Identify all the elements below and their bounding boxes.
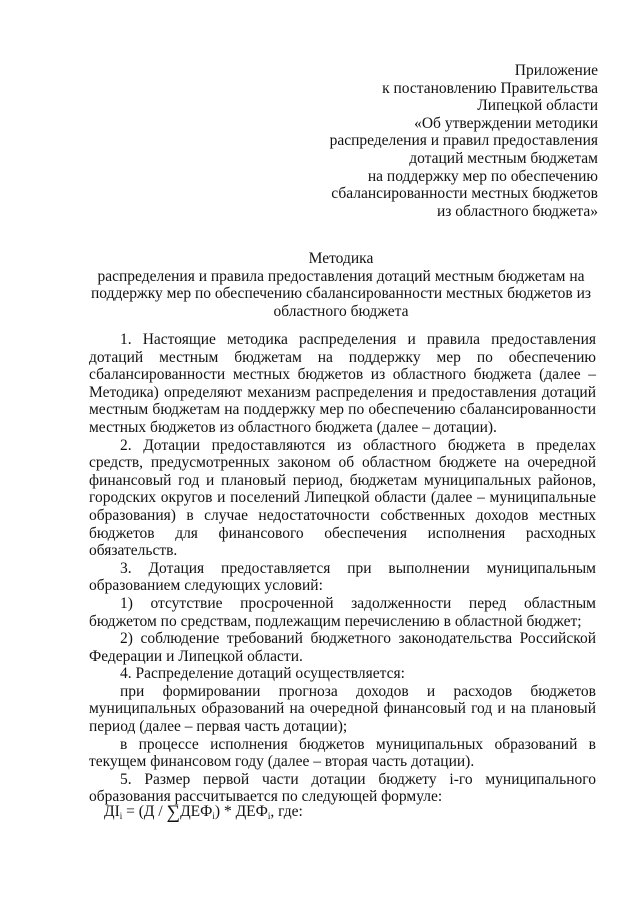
formula-suffix: , где: [270, 803, 303, 820]
paragraph: 1) отсутствие просроченной задолженности перед областным бюджетом по средствам, подлежащим перечислению в областной бюджет; [89, 594, 596, 630]
appendix-line: сбалансированности местных бюджетов [331, 185, 598, 203]
paragraph: 5. Размер первой части дотации бюджету i-го муниципального образования рассчитывается по следующей формуле: [89, 770, 596, 806]
appendix-line: дотаций местным бюджетам [409, 149, 598, 167]
title-subtitle-line: поддержку мер по обеспечению сбалансированности местных бюджетов из [90, 285, 591, 303]
appendix-header [330, 62, 598, 220]
sum-symbol: ∑ [166, 802, 181, 823]
appendix-line: «Об утверждении методики [414, 114, 598, 132]
title-heading: Методика [308, 250, 374, 267]
formula-def: ДЕФ [180, 803, 213, 820]
title-subtitle-line: областного бюджета [273, 302, 409, 320]
appendix-line: на поддержку мер по обеспечению [367, 167, 598, 185]
paragraph: 2) соблюдение требований бюджетного законодательства Российской Федерации и Липецкой области. [89, 630, 596, 665]
document-title [80, 250, 602, 320]
paragraph: 3. Дотация предоставляется при выполнении муниципальным образованием следующих условий: [89, 559, 596, 595]
formula-subscript: i [212, 811, 215, 821]
appendix-line: Приложение [514, 62, 598, 79]
paragraph: 1. Настоящие методика распределения и правила предоставления дотаций местным бюджетам на поддержку мер по обеспечению сбалансированности местных бюджетов из областного бюджета (далее – Методика) определяют механизм распределения и предоставления дотаций местным бюджетам на поддержку мер по обеспечению сбалансированности местных бюджетов из областного бюджета (далее – дотации). [89, 331, 596, 436]
formula-lhs: ДI [104, 803, 120, 820]
formula-def: ДЕФ [235, 803, 268, 820]
formula-equals: = (Д / [122, 803, 167, 820]
paragraph: при формировании прогноза доходов и расходов бюджетов муниципальных образований на очередной финансовый год и на плановый период (далее – первая часть дотации); [89, 682, 596, 736]
paragraph: 4. Распределение дотаций осуществляется: [120, 665, 405, 683]
document-body [89, 331, 596, 806]
appendix-line: распределения и правил предоставления [329, 132, 598, 150]
paragraph: 2. Дотации предоставляются из областного бюджета в пределах средств, предусмотренных законом об областном бюджете на очередной финансовый год и плановый период, бюджетам муниципальных районов, городских округов и поселений Липецкой области (далее – муниципальные образования) в случае недостаточности собственных доходов местных бюджетов для финансового обеспечения исполнения расходных обязательств. [89, 436, 596, 560]
formula-subscript: i [267, 811, 271, 821]
formula-close: ) [214, 803, 221, 820]
appendix-line: из областного бюджета» [437, 202, 598, 220]
appendix-line: к постановлению Правительства [382, 79, 598, 97]
title-subtitle-line: распределения и правила предоставления дотаций местным бюджетам на [97, 267, 585, 285]
formula-mult: * [220, 803, 236, 820]
formula [104, 803, 303, 826]
formula-subscript: i [119, 811, 123, 821]
appendix-line: Липецкой области [477, 97, 598, 115]
paragraph: в процессе исполнения бюджетов муниципальных образований в текущем финансовом году (далее – вторая часть дотации). [89, 735, 596, 771]
